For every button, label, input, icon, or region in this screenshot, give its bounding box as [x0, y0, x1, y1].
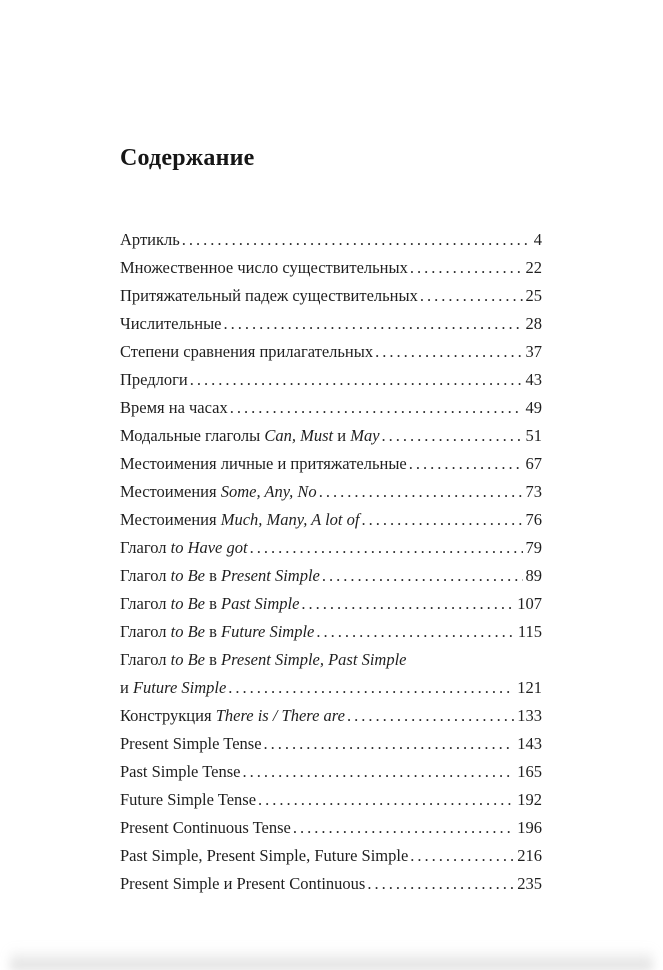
toc-entry-title: Present Simple и Present Continuous	[120, 874, 366, 893]
toc-line	[120, 870, 542, 898]
toc-entry	[120, 870, 542, 898]
toc-entry-title: Глагол to Have got	[120, 538, 248, 557]
dot-leader	[223, 310, 522, 338]
toc-entry	[120, 758, 542, 786]
toc-entry-title: Глагол to Be в Present Simple	[120, 566, 320, 585]
toc-line	[120, 730, 542, 758]
toc-entry-title: Past Simple, Present Simple, Future Simple	[120, 846, 409, 865]
toc-entry	[120, 562, 542, 590]
dot-leader	[182, 226, 531, 254]
toc-entry	[120, 338, 542, 366]
toc-page-number: 121	[517, 678, 542, 697]
toc-entry-title: Present Continuous Tense	[120, 818, 291, 837]
toc-line	[120, 814, 542, 842]
dot-leader	[382, 422, 523, 450]
dot-leader	[301, 590, 514, 618]
toc-page-number: 196	[517, 818, 542, 837]
dot-leader	[367, 870, 514, 898]
toc-line	[120, 590, 542, 618]
dot-leader	[230, 394, 523, 422]
toc-page-number: 192	[517, 790, 542, 809]
toc-line	[120, 226, 542, 254]
toc-entry	[120, 842, 542, 870]
dot-leader	[347, 702, 514, 730]
toc-entry	[120, 814, 542, 842]
toc-page-number: 216	[517, 846, 542, 865]
toc-entry-title: Предлоги	[120, 370, 188, 389]
toc-page-number: 49	[525, 398, 542, 417]
toc-line	[120, 394, 542, 422]
dot-leader	[293, 814, 514, 842]
toc-line	[120, 310, 542, 338]
dot-leader	[228, 674, 514, 702]
toc-entry-title: Глагол to Be в Future Simple	[120, 622, 315, 641]
toc-line	[120, 450, 542, 478]
toc-entry	[120, 366, 542, 394]
toc-page-number: 73	[525, 482, 542, 501]
toc-page-number: 235	[517, 874, 542, 893]
toc-entry-title: Числительные	[120, 314, 222, 333]
toc-entry	[120, 618, 542, 646]
dot-leader	[410, 842, 514, 870]
toc-page-number: 165	[517, 762, 542, 781]
toc-line	[120, 562, 542, 590]
toc-page-number: 43	[525, 370, 542, 389]
toc-entry-title: Местоимения личные и притяжательные	[120, 454, 407, 473]
toc-page-number: 115	[517, 622, 542, 641]
toc-entry-title: Множественное число существительных	[120, 258, 408, 277]
toc-line	[120, 506, 542, 534]
dot-leader	[375, 338, 522, 366]
toc-page-number: 4	[533, 230, 542, 249]
toc-entry	[120, 702, 542, 730]
toc-entry	[120, 394, 542, 422]
toc-page-number: 67	[525, 454, 542, 473]
toc-page-number: 37	[525, 342, 542, 361]
toc-line	[120, 618, 542, 646]
dot-leader	[316, 618, 515, 646]
toc-entry	[120, 730, 542, 758]
toc-entry-title: Модальные глаголы Can, Must и May	[120, 426, 380, 445]
toc-page-number: 22	[525, 258, 542, 277]
dot-leader	[410, 254, 523, 282]
toc-page-number: 133	[517, 706, 542, 725]
toc-page	[120, 144, 542, 898]
toc-line	[120, 674, 542, 702]
dot-leader	[250, 534, 523, 562]
toc-entry	[120, 310, 542, 338]
dot-leader	[242, 758, 514, 786]
toc-page-number: 107	[517, 594, 542, 613]
dot-leader	[361, 506, 522, 534]
dot-leader	[420, 282, 523, 310]
toc-page-number: 89	[525, 566, 542, 585]
toc-entry	[120, 450, 542, 478]
toc-entry	[120, 226, 542, 254]
toc-entry-title: Конструкция There is / There are	[120, 706, 345, 725]
toc-entry-title: Present Simple Tense	[120, 734, 262, 753]
toc-entry	[120, 478, 542, 506]
dot-leader	[319, 478, 523, 506]
toc-page-number: 51	[525, 426, 542, 445]
toc-line	[120, 282, 542, 310]
toc-line	[120, 534, 542, 562]
toc-entry	[120, 422, 542, 450]
toc-page-number: 76	[525, 510, 542, 529]
toc-entry-title: Степени сравнения прилагательных	[120, 342, 374, 361]
dot-leader	[258, 786, 514, 814]
dot-leader	[322, 562, 523, 590]
dot-leader	[190, 366, 523, 394]
toc-entry-title: Future Simple Tense	[120, 790, 257, 809]
toc-entry	[120, 590, 542, 618]
toc-page-number: 79	[525, 538, 542, 557]
toc-entry-title: Артикль	[120, 230, 180, 249]
toc-line	[120, 366, 542, 394]
dot-leader	[409, 450, 523, 478]
page-title: Содержание	[120, 145, 255, 171]
dot-leader	[264, 730, 515, 758]
toc-line-wrap	[120, 646, 542, 674]
toc-entry-title: Притяжательный падеж существительных	[120, 286, 418, 305]
toc-entry	[120, 254, 542, 282]
toc-entry	[120, 786, 542, 814]
toc-line	[120, 842, 542, 870]
page-edge-shadow	[10, 948, 653, 970]
toc-entry-title: Глагол to Be в Present Simple, Past Simple	[120, 650, 407, 669]
toc-page-number: 25	[525, 286, 542, 305]
toc-line	[120, 422, 542, 450]
toc-entry	[120, 646, 542, 702]
toc-line	[120, 758, 542, 786]
toc-line	[120, 254, 542, 282]
toc-list	[120, 226, 542, 898]
toc-entry-title: Past Simple Tense	[120, 762, 241, 781]
toc-page-number: 143	[517, 734, 542, 753]
toc-entry-title: Глагол to Be в Past Simple	[120, 594, 300, 613]
toc-entry	[120, 506, 542, 534]
toc-line	[120, 338, 542, 366]
toc-line	[120, 702, 542, 730]
toc-entry-title: и Future Simple	[120, 678, 227, 697]
toc-entry-title: Время на часах	[120, 398, 228, 417]
toc-line	[120, 786, 542, 814]
toc-page-number: 28	[525, 314, 542, 333]
toc-entry-title: Местоимения Some, Any, No	[120, 482, 317, 501]
toc-entry	[120, 534, 542, 562]
toc-entry	[120, 282, 542, 310]
toc-entry-title: Местоимения Much, Many, A lot of	[120, 510, 360, 529]
toc-line	[120, 478, 542, 506]
